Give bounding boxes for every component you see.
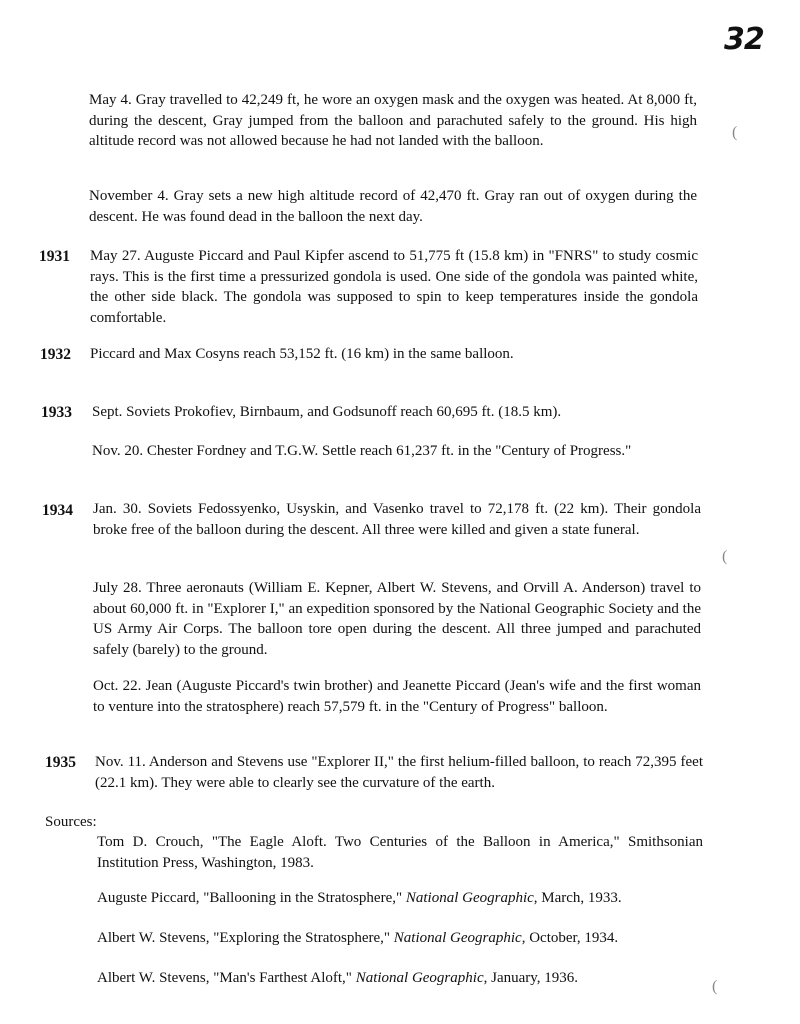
entry-1935: Nov. 11. Anderson and Stevens use "Explorer II," the first helium-filled balloon, to reach 72,395 feet (22.1 km). They were able to clearly see the curvature of the earth.: [95, 754, 703, 791]
source-stevens-1936: Albert W. Stevens, "Man's Farthest Aloft," National Geographic, January, 1936.: [97, 970, 579, 986]
year-1931: 1931: [39, 248, 70, 265]
entry-1933-nov-20: Nov. 20. Chester Fordney and T.G.W. Settle reach 61,237 ft. in the "Century of Progress.": [92, 443, 632, 459]
entry-1934-jan-30: Jan. 30. Soviets Fedossyenko, Usyskin, and Vasenko travel to 72,178 ft. (22 km). Their gondola broke free of the balloon during the descent. All three were killed and given a state funeral.: [93, 501, 701, 538]
year-1935: 1935: [45, 754, 76, 771]
scan-mark: (: [722, 548, 728, 565]
year-1933: 1933: [41, 404, 72, 421]
entry-1931: May 27. Auguste Piccard and Paul Kipfer ascend to 51,775 ft (15.8 km) in "FNRS" to study cosmic rays. This is the first time a pressurized gondola is used. One side of the gondola was painted white, the other side black. The gondola was supposed to spin to keep temperatures inside the gondola comfortable.: [90, 248, 698, 326]
entry-may-4: May 4. Gray travelled to 42,249 ft, he wore an oxygen mask and the oxygen was heated. At 8,000 ft, during the descent, Gray jumped from the balloon and parachuted safely to the ground. His high altitude record was not allowed because he had not landed with the balloon.: [89, 92, 697, 149]
year-1932: 1932: [40, 346, 71, 363]
scan-mark: (: [712, 978, 718, 995]
page-number: 32: [724, 22, 764, 57]
entry-1932: Piccard and Max Cosyns reach 53,152 ft. (16 km) in the same balloon.: [90, 346, 514, 362]
entry-november-4: November 4. Gray sets a new high altitude record of 42,470 ft. Gray ran out of oxygen during the descent. He was found dead in the balloon the next day.: [89, 188, 697, 225]
entry-1934-oct-22: Oct. 22. Jean (Auguste Piccard's twin brother) and Jeanette Piccard (Jean's wife and the first woman to venture into the stratosphere) reach 57,579 ft. in the "Century of Progress" balloon.: [93, 678, 701, 715]
source-crouch: Tom D. Crouch, "The Eagle Aloft. Two Centuries of the Balloon in America," Smithsonian Institution Press, Washington, 1983.: [97, 834, 703, 871]
entry-1934-july-28: July 28. Three aeronauts (William E. Kepner, Albert W. Stevens, and Orvill A. Anderson) travel to about 60,000 ft. in "Explorer I," an expedition sponsored by the National Geographic Society and the US Army Air Corps. The balloon tore open during the descent. All three jumped and parachuted safely (barely) to the ground.: [93, 580, 701, 658]
sources-label: Sources:: [45, 814, 97, 830]
scan-mark: (: [732, 124, 738, 141]
source-stevens-1934: Albert W. Stevens, "Exploring the Stratosphere," National Geographic, October, 1934.: [97, 930, 619, 946]
year-1934: 1934: [42, 502, 73, 519]
entry-1933-sept: Sept. Soviets Prokofiev, Birnbaum, and Godsunoff reach 60,695 ft. (18.5 km).: [92, 404, 562, 420]
source-piccard: Auguste Piccard, "Ballooning in the Stratosphere," National Geographic, March, 1933.: [97, 890, 622, 906]
